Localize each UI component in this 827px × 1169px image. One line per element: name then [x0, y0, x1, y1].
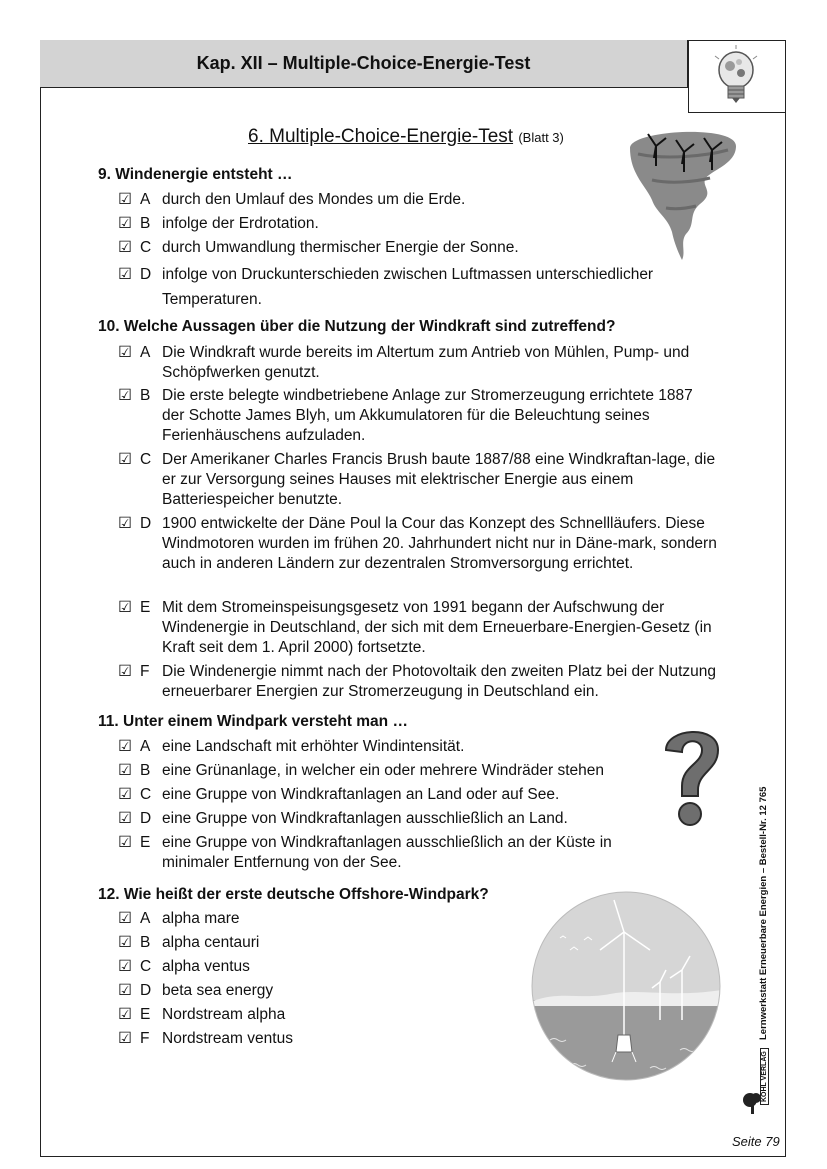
option-letter: D — [140, 266, 152, 283]
checkbox-icon[interactable]: ☑ — [118, 762, 132, 779]
option-letter: C — [140, 451, 152, 468]
question-11-option-a[interactable] — [118, 737, 658, 757]
option-letter: C — [140, 786, 152, 803]
option-text: eine Gruppe von Windkraftanlagen ausschließlich an der Küste in minimaler Entfernung von der See. — [162, 834, 612, 871]
page-number: Seite 79 — [732, 1134, 780, 1149]
option-text: Die erste belegte windbetriebene Anlage zur Stromerzeugung errichtete 1887 der Schotte James Blyh, um Akkumulatoren für die Beleuchtung seines Ferienhäuschens aufzuladen. — [162, 387, 693, 444]
option-text: beta sea energy — [162, 982, 274, 999]
checkbox-icon[interactable]: ☑ — [118, 599, 132, 616]
option-letter: E — [140, 599, 151, 616]
question-mark-icon — [660, 720, 724, 830]
option-text: Nordstream alpha — [162, 1006, 286, 1023]
checkbox-icon[interactable]: ☑ — [118, 515, 132, 532]
option-text: alpha centauri — [162, 934, 260, 951]
checkbox-icon[interactable]: ☑ — [118, 834, 132, 851]
question-12-option-a[interactable] — [118, 909, 498, 929]
checkbox-icon[interactable]: ☑ — [118, 958, 132, 975]
checkbox-icon[interactable]: ☑ — [118, 215, 132, 232]
checkbox-icon[interactable]: ☑ — [118, 738, 132, 755]
question-11-option-d[interactable] — [118, 809, 658, 829]
option-letter: B — [140, 762, 151, 779]
checkbox-icon[interactable]: ☑ — [118, 344, 132, 361]
option-letter: F — [140, 663, 150, 680]
option-text: infolge der Erdrotation. — [162, 215, 319, 232]
tree-logo-icon — [740, 1090, 766, 1116]
option-letter: B — [140, 934, 151, 951]
question-9-option-c[interactable] — [118, 238, 638, 258]
chapter-header — [40, 40, 688, 88]
option-text: alpha mare — [162, 910, 240, 927]
option-letter: C — [140, 239, 152, 256]
option-text: eine Gruppe von Windkraftanlagen an Land oder auf See. — [162, 786, 560, 803]
question-12-option-d[interactable] — [118, 981, 498, 1001]
option-letter: B — [140, 387, 151, 404]
question-10-title: 10. Welche Aussagen über die Nutzung der Windkraft sind zutreffend? — [98, 318, 616, 335]
question-12-title: 12. Wie heißt der erste deutsche Offshore-Windpark? — [98, 886, 489, 903]
option-letter: C — [140, 958, 152, 975]
checkbox-icon[interactable]: ☑ — [118, 910, 132, 927]
test-title-main: 6. Multiple-Choice-Energie-Test — [248, 126, 514, 147]
question-10-option-b[interactable] — [118, 386, 718, 446]
option-text: Mit dem Stromeinspeisungsgesetz von 1991 begann der Aufschwung der Windenergie in Deutschland, der sich mit dem Erneuerbare-Energien-Gesetz (in Kraft seit dem 1. April 2000) fortsetzte. — [162, 599, 712, 656]
option-letter: D — [140, 982, 152, 999]
question-9-option-b[interactable] — [118, 214, 638, 234]
checkbox-icon[interactable]: ☑ — [118, 934, 132, 951]
option-text: eine Grünanlage, in welcher ein oder mehrere Windräder stehen — [162, 762, 604, 779]
checkbox-icon[interactable]: ☑ — [118, 786, 132, 803]
offshore-wind-icon — [530, 890, 722, 1082]
question-12-option-f[interactable] — [118, 1029, 498, 1049]
checkbox-icon[interactable]: ☑ — [118, 387, 132, 404]
option-text: durch den Umlauf des Mondes um die Erde. — [162, 191, 466, 208]
question-10-option-a[interactable] — [118, 343, 718, 383]
question-12-option-b[interactable] — [118, 933, 498, 953]
option-letter: A — [140, 910, 151, 927]
test-title-sheet: (Blatt 3) — [518, 130, 564, 145]
option-text: Die Windkraft wurde bereits im Altertum zum Antrieb von Mühlen, Pump- und Schöpfwerken genutzt. — [162, 344, 690, 381]
option-text: eine Gruppe von Windkraftanlagen ausschließlich an Land. — [162, 810, 568, 827]
option-text: eine Landschaft mit erhöhter Windintensität. — [162, 738, 465, 755]
option-text: Der Amerikaner Charles Francis Brush baute 1887/88 eine Windkraftan-lage, die er zur Versorgung seines Hauses mit elektrischer Energie aus einem Batteriespeicher benutzte. — [162, 451, 716, 508]
question-9-option-d[interactable] — [118, 262, 708, 312]
question-12-option-c[interactable] — [118, 957, 498, 977]
option-text: alpha ventus — [162, 958, 250, 975]
checkbox-icon[interactable]: ☑ — [118, 810, 132, 827]
question-10-option-e[interactable] — [118, 598, 718, 658]
checkbox-icon[interactable]: ☑ — [118, 191, 132, 208]
option-letter: F — [140, 1030, 150, 1047]
option-text: 1900 entwickelte der Däne Poul la Cour das Konzept des Schnellläufers. Diese Windmotoren wurden im frühen 20. Jahrhundert nicht nur in Däne-mark, sondern auch in anderen Ländern zur dezentralen Stromversorgung errichtet. — [162, 515, 717, 572]
question-10-option-d[interactable] — [118, 514, 728, 574]
question-12-option-e[interactable] — [118, 1005, 498, 1025]
checkbox-icon[interactable]: ☑ — [118, 1006, 132, 1023]
chapter-title: Kap. XII – Multiple-Choice-Energie-Test — [196, 53, 531, 73]
checkbox-icon[interactable]: ☑ — [118, 982, 132, 999]
checkbox-icon[interactable]: ☑ — [118, 1030, 132, 1047]
option-letter: E — [140, 1006, 151, 1023]
option-letter: E — [140, 834, 151, 851]
checkbox-icon[interactable]: ☑ — [118, 266, 132, 283]
side-order-text: Lernwerkstatt Erneuerbare Energien – Bestell-Nr. 12 765 — [758, 786, 769, 1040]
question-11-option-b[interactable] — [118, 761, 658, 781]
question-10-option-f[interactable] — [118, 662, 718, 702]
option-letter: D — [140, 810, 152, 827]
option-letter: A — [140, 191, 151, 208]
option-text: Die Windenergie nimmt nach der Photovoltaik den zweiten Platz bei der Nutzung erneuerbarer Energien zur Stromerzeugung in Deutschland ein. — [162, 663, 716, 700]
question-9-option-a[interactable] — [118, 190, 638, 210]
checkbox-icon[interactable]: ☑ — [118, 663, 132, 680]
option-letter: B — [140, 215, 151, 232]
tornado-windmill-icon — [626, 120, 740, 262]
question-10-option-c[interactable] — [118, 450, 718, 510]
option-text: durch Umwandlung thermischer Energie der Sonne. — [162, 239, 519, 256]
checkbox-icon[interactable]: ☑ — [118, 451, 132, 468]
test-title — [248, 126, 564, 148]
question-9-title: 9. Windenergie entsteht … — [98, 166, 293, 183]
option-text: infolge von Druckunterschieden zwischen Luftmassen unterschiedlicher Temperaturen. — [162, 266, 654, 308]
option-letter: D — [140, 515, 152, 532]
question-11-option-c[interactable] — [118, 785, 658, 805]
option-letter: A — [140, 738, 151, 755]
lightbulb-icon — [689, 40, 785, 112]
option-text: Nordstream ventus — [162, 1030, 293, 1047]
question-11-title: 11. Unter einem Windpark versteht man … — [98, 713, 408, 730]
publisher-label: KOHL VERLAG — [760, 1048, 769, 1105]
option-letter: A — [140, 344, 151, 361]
lightbulb-box — [688, 40, 786, 113]
checkbox-icon[interactable]: ☑ — [118, 239, 132, 256]
question-11-option-e[interactable] — [118, 833, 658, 873]
